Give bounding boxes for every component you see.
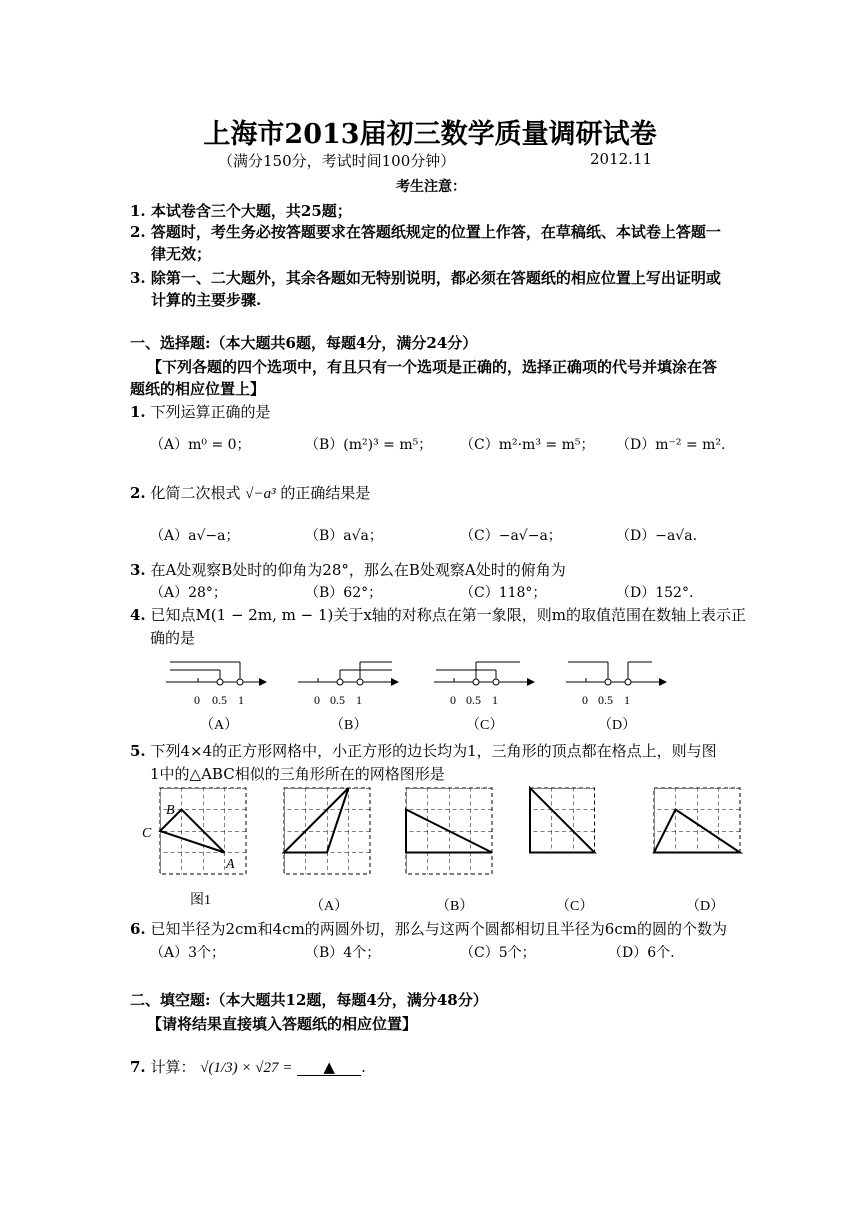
section2-heading: 二、填空题:（本大题共12题，每题4分，满分48分） xyxy=(130,991,488,1009)
number-line-figures xyxy=(160,652,760,737)
page-title: 上海市2013届初三数学质量调研试卷 xyxy=(203,119,657,150)
option-label: （C） xyxy=(466,718,504,733)
question-number: 3. xyxy=(130,561,146,579)
triangle-mark-icon: ▲ xyxy=(323,1058,335,1076)
question-5-cont: 1中的△ABC相似的三角形所在的网格图形是 xyxy=(150,765,445,783)
exam-date: 2012.11 xyxy=(590,150,653,168)
section1-instruction: 【下列各题的四个选项中，有且只有一个选项是正确的，选择正确项的代号并填涂在答 xyxy=(147,358,718,376)
q3-option-c: （C）118°； xyxy=(460,585,547,601)
vertex-label-b: B xyxy=(166,803,175,818)
math-expression: √(1/3) × √27 = xyxy=(200,1060,293,1076)
vertex-label-c: C xyxy=(142,826,152,841)
option-label: （A） xyxy=(310,899,349,914)
question-number: 2. xyxy=(130,484,146,502)
grid-option-d xyxy=(654,788,740,914)
q1-option-b: （B）(m²)³ = m⁵； xyxy=(305,437,433,453)
tick-label: 0 xyxy=(582,693,588,707)
question-text: 在A处观察B处时的仰角为28°，那么在B处观察A处时的俯角为 xyxy=(150,561,566,579)
option-label: （D） xyxy=(686,899,725,914)
figure-1-grid xyxy=(142,788,246,908)
option-label: （C） xyxy=(556,899,594,914)
q3-option-a: （A）28°； xyxy=(150,585,227,601)
tick-label: 0 xyxy=(450,693,456,707)
q6-option-a: （A）3个； xyxy=(150,945,226,961)
question-4-cont: 确的是 xyxy=(150,629,196,647)
tick-label: 1 xyxy=(624,693,630,707)
q2-option-c: （C）−a√−a； xyxy=(460,528,562,544)
section1-heading: 一、选择题:（本大题共6题，每题4分，满分24分） xyxy=(130,334,478,352)
grid-option-a xyxy=(284,788,370,914)
question-4 xyxy=(130,604,746,625)
tick-label: 1 xyxy=(238,693,244,707)
q1-option-c: （C）m²·m³ = m⁵； xyxy=(460,437,595,453)
question-7: 7. 计算： √(1/3) × √27 = ▲ . xyxy=(130,1058,366,1076)
question-5 xyxy=(130,740,717,761)
number-line-c xyxy=(434,662,534,733)
question-text: 下列4×4的正方形网格中，小正方形的边长均为1，三角形的顶点都在格点上，则与图 xyxy=(150,742,717,760)
question-2 xyxy=(130,482,370,503)
question-text: 化简二次根式 xyxy=(150,484,241,502)
tick-label: 1 xyxy=(356,693,362,707)
tick-label: 0.5 xyxy=(466,693,481,707)
question-1 xyxy=(130,401,270,422)
number-line-a xyxy=(166,662,266,733)
tick-label: 0 xyxy=(194,693,200,707)
q6-option-d: （D）6个. xyxy=(608,945,675,961)
answer-blank xyxy=(297,1059,361,1076)
tick-label: 0.5 xyxy=(598,693,613,707)
notice-title: 考生注意： xyxy=(396,179,466,195)
tick-label: 1 xyxy=(492,693,498,707)
number-line-d xyxy=(566,662,666,733)
grid-option-b xyxy=(406,788,492,914)
option-label: （B） xyxy=(330,718,368,733)
question-number: 7. xyxy=(130,1058,146,1076)
notice-2-cont: 律无效； xyxy=(151,245,212,263)
q3-option-b: （B）62°； xyxy=(305,585,383,601)
vertex-label-a: A xyxy=(226,857,235,872)
question-6 xyxy=(130,918,727,939)
question-text: 下列运算正确的是 xyxy=(150,403,271,421)
question-text: 已知半径为2cm和4cm的两圆外切，那么与这两个圆都相切且半径为6cm的圆的个数为 xyxy=(150,920,727,938)
q2-option-d: （D）−a√a. xyxy=(616,528,698,544)
question-number: 1. xyxy=(130,403,146,421)
notice-2: 2. 答题时，考生务必按答题要求在答题纸规定的位置上作答，在草稿纸、本试卷上答题一 xyxy=(130,223,721,241)
option-label: （D） xyxy=(598,718,637,733)
q2-option-b: （B）a√a； xyxy=(305,528,383,544)
q6-option-c: （C）5个； xyxy=(460,945,536,961)
exam-info: （满分150分，考试时间100分钟） xyxy=(218,152,456,170)
option-label: （B） xyxy=(436,899,474,914)
tick-label: 0 xyxy=(314,693,320,707)
question-text: 计算： xyxy=(150,1058,196,1076)
question-text: 已知点M(1 − 2m, m − 1)关于x轴的对称点在第一象限，则m的取值范围在数轴上表示正 xyxy=(150,606,747,624)
question-text: 的正确结果是 xyxy=(280,484,371,502)
q1-option-a: （A）m⁰ = 0； xyxy=(150,437,251,453)
option-label: （A） xyxy=(200,718,239,733)
q3-option-d: （D）152°. xyxy=(616,585,694,601)
tick-label: 0.5 xyxy=(212,693,227,707)
q2-option-a: （A）a√−a； xyxy=(150,528,240,544)
notice-1: 1. 本试卷含三个大题，共25题； xyxy=(130,202,352,220)
number-line-b xyxy=(298,662,398,733)
q6-option-b: （B）4个； xyxy=(305,945,381,961)
question-3 xyxy=(130,559,566,580)
tick-label: 0.5 xyxy=(330,693,345,707)
section2-instruction: 【请将结果直接填入答题纸的相应位置】 xyxy=(147,1015,418,1033)
section1-instruction-cont: 题纸的相应位置上】 xyxy=(130,380,266,398)
notice-3-cont: 计算的主要步骤. xyxy=(151,291,262,309)
q1-option-d: （D）m⁻² = m². xyxy=(616,437,726,453)
radical-expression: √−a³ xyxy=(245,486,276,502)
question-number: 6. xyxy=(130,920,146,938)
grid-option-c xyxy=(530,788,595,914)
question-number: 4. xyxy=(130,606,146,624)
notice-3: 3. 除第一、二大题外，其余各题如无特别说明，都必须在答题纸的相应位置上写出证明或 xyxy=(130,269,721,287)
question-number: 5. xyxy=(130,742,146,760)
grid-figures xyxy=(140,780,750,915)
figure-caption: 图1 xyxy=(190,893,211,908)
